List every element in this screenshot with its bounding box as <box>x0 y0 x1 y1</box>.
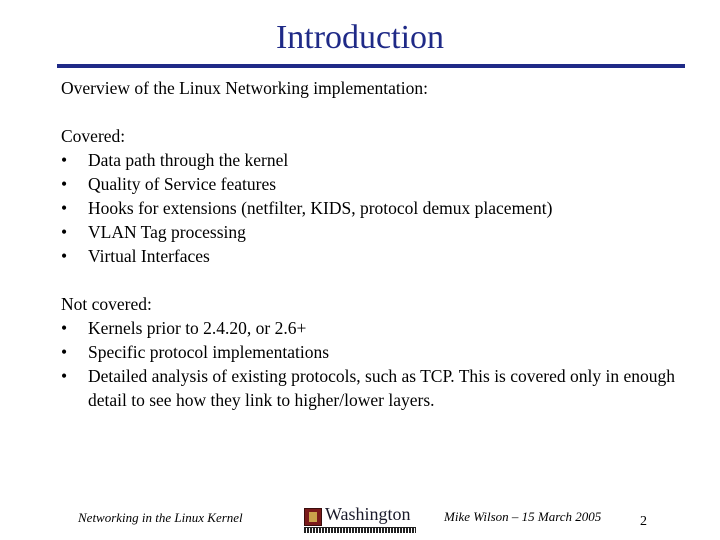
overview-text: Overview of the Linux Networking implementation: <box>61 78 428 98</box>
covered-item-text: VLAN Tag processing <box>88 222 246 242</box>
not-covered-heading: Not covered: <box>61 294 152 314</box>
logo-tagline-strip <box>304 527 416 533</box>
spacer <box>61 268 681 292</box>
university-seal-icon <box>304 508 322 526</box>
covered-item-text: Virtual Interfaces <box>88 246 210 266</box>
bullet-icon: • <box>61 174 68 194</box>
not-covered-item-text: Specific protocol implementations <box>88 342 330 362</box>
covered-item <box>61 220 681 244</box>
spacer <box>61 100 681 124</box>
covered-item <box>61 172 681 196</box>
covered-item <box>61 196 681 220</box>
slide-title: Introduction <box>275 19 445 56</box>
covered-item <box>61 244 681 268</box>
slide-body <box>61 76 681 412</box>
footer-course-title: Networking in the Linux Kernel <box>78 510 243 525</box>
logo-wordmark: Washington <box>325 504 411 524</box>
footer-author-date: Mike Wilson – 15 March 2005 <box>444 509 602 524</box>
bullet-icon: • <box>61 318 68 338</box>
covered-heading: Covered: <box>61 126 126 146</box>
washington-logo <box>304 506 418 534</box>
bullet-icon: • <box>61 222 68 242</box>
bullet-icon: • <box>61 246 68 266</box>
bullet-icon: • <box>61 366 68 386</box>
title-divider <box>57 64 685 68</box>
not-covered-item <box>61 364 681 412</box>
not-covered-item <box>61 316 681 340</box>
covered-item-text: Hooks for extensions (netfilter, KIDS, protocol demux placement) <box>88 198 553 218</box>
bullet-icon: • <box>61 198 68 218</box>
not-covered-item <box>61 340 681 364</box>
covered-item-text: Data path through the kernel <box>88 150 289 170</box>
page-number: 2 <box>640 514 647 529</box>
not-covered-item-text: Kernels prior to 2.4.20, or 2.6+ <box>88 318 307 338</box>
not-covered-item-text: Detailed analysis of existing protocols, such as TCP. This is covered only in enough detail to see how they link to higher/lower layers. <box>88 366 675 410</box>
bullet-icon: • <box>61 342 68 362</box>
covered-item-text: Quality of Service features <box>88 174 277 194</box>
bullet-icon: • <box>61 150 68 170</box>
covered-item <box>61 148 681 172</box>
